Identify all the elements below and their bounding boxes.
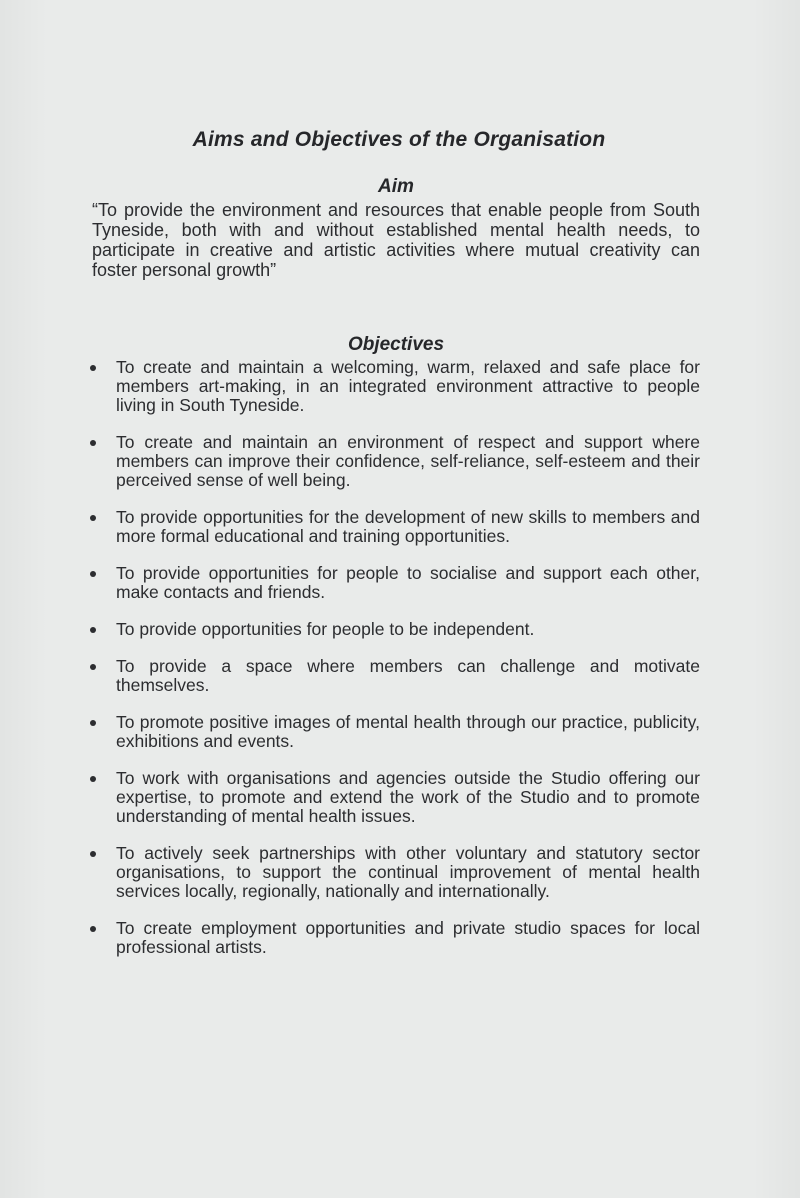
objective-text: To provide opportunities for people to socialise and support each other, make contacts and friends. [116, 563, 700, 602]
bullet-icon [90, 720, 96, 726]
bullet-icon [90, 664, 96, 670]
objectives-heading: Objectives [347, 334, 445, 355]
objective-item [92, 564, 700, 602]
objective-text: To work with organisations and agencies outside the Studio offering our expertise, to promote and extend the work of the Studio and to promote understanding of mental health issues. [116, 768, 700, 826]
bullet-icon [90, 440, 96, 446]
objective-item [92, 620, 700, 639]
objective-item [92, 508, 700, 546]
objective-item [92, 844, 700, 901]
objective-item [92, 657, 700, 695]
objective-text: To create employment opportunities and private studio spaces for local professional artists. [116, 918, 700, 957]
objective-text: To create and maintain a welcoming, warm, relaxed and safe place for members art-making, in an integrated environment attractive to people living in South Tyneside. [116, 357, 700, 415]
objective-text: To promote positive images of mental health through our practice, publicity, exhibitions and events. [116, 712, 700, 751]
aim-statement: “To provide the environment and resources that enable people from South Tyneside, both with and without established mental health needs, to participate in creative and artistic activities where mutual creativity can foster personal growth” [92, 200, 700, 280]
bullet-icon [90, 776, 96, 782]
objective-text: To provide opportunities for the development of new skills to members and more formal educational and training opportunities. [116, 507, 700, 546]
bullet-icon [90, 365, 96, 371]
objective-item [92, 433, 700, 490]
aim-heading: Aim [378, 176, 414, 197]
bullet-icon [90, 926, 96, 932]
objective-text: To actively seek partnerships with other voluntary and statutory sector organisations, to support the continual improvement of mental health services locally, regionally, nationally and internationally. [116, 843, 700, 901]
objective-item [92, 358, 700, 415]
bullet-icon [90, 851, 96, 857]
objective-item [92, 713, 700, 751]
page-title: Aims and Objectives of the Organisation [192, 128, 606, 151]
objectives-list [92, 358, 700, 957]
objective-text: To provide a space where members can challenge and motivate themselves. [116, 656, 700, 695]
objective-text: To provide opportunities for people to be independent. [116, 619, 535, 639]
objective-item [92, 919, 700, 957]
objective-item [92, 769, 700, 826]
bullet-icon [90, 627, 96, 633]
bullet-icon [90, 571, 96, 577]
bullet-icon [90, 515, 96, 521]
objective-text: To create and maintain an environment of respect and support where members can improve their confidence, self-reliance, self-esteem and their perceived sense of well being. [116, 432, 700, 490]
